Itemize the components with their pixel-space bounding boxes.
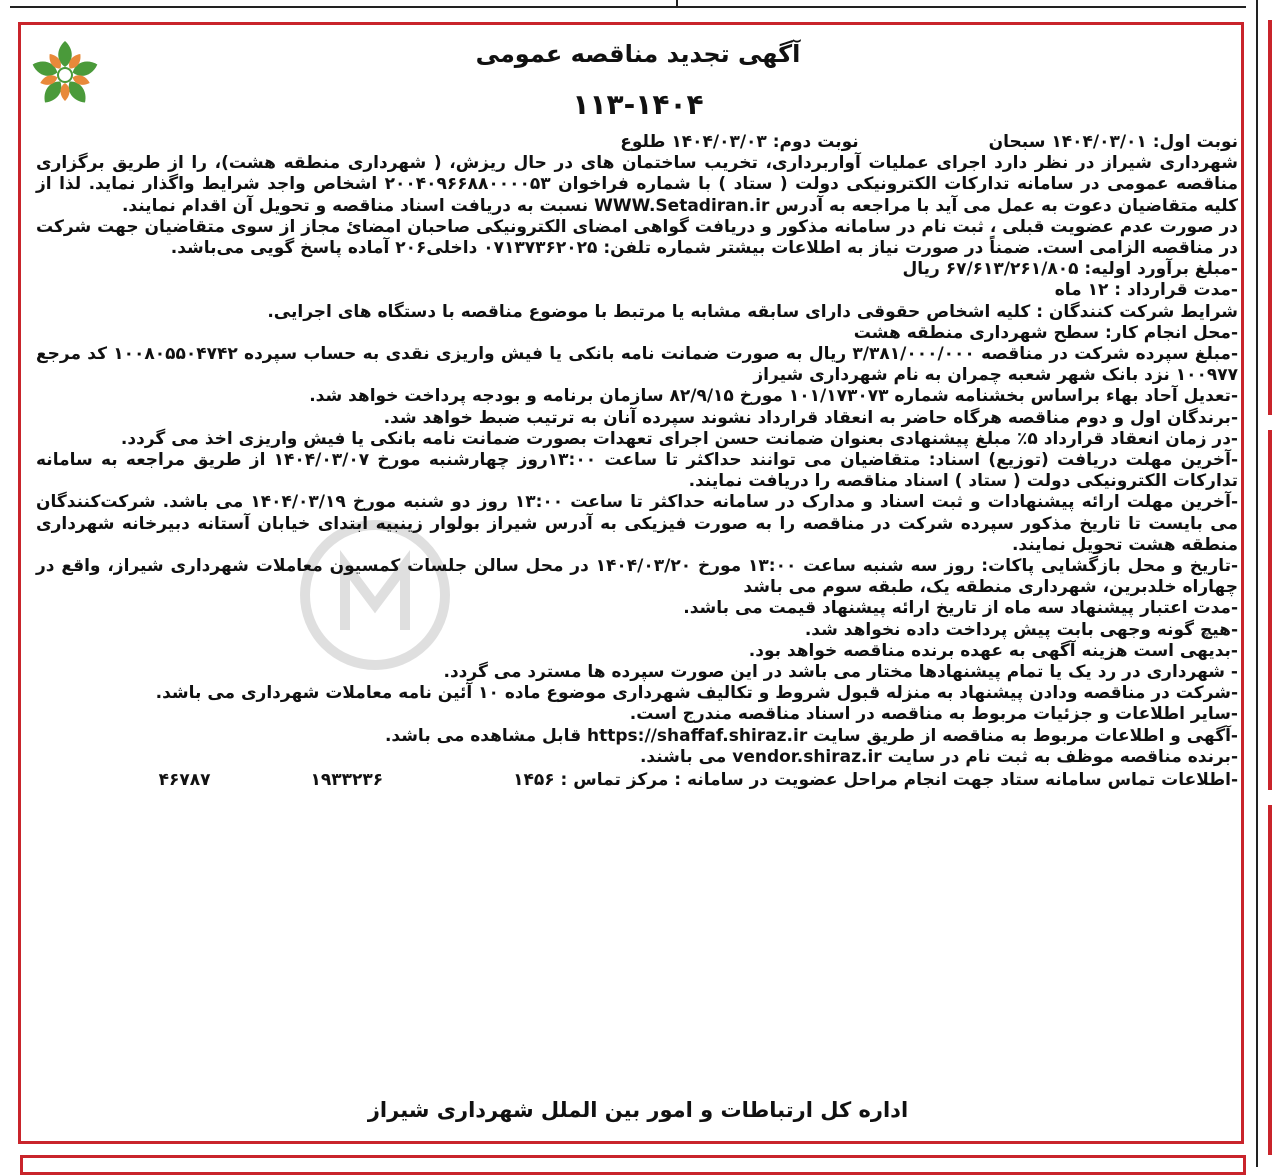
prepayment-line: -هیچ گونه وجهی بابت پیش پرداخت داده نخواهد شد.	[804, 619, 1238, 640]
first-round: نوبت اول: ۱۴۰۴/۰۳/۰۱ سبحان	[988, 132, 1238, 152]
deposit-paragraph: -مبلغ سپرده شرکت در مناقصه ۳/۳۸۱/۰۰۰/۰۰۰ ریال به صورت ضمانت نامه بانکی یا فیش واریزی نقدی به حساب سپرده ۱۰۰۸۰۵۵۰۴۷۴۲ کد مرجع ۱۰۰۹۷۷ نزد بانک شهر شعبه چمران به نام شهرداری شیراز	[36, 344, 1238, 386]
ad-title: آگهی تجدید مناقصه عمومی	[475, 40, 801, 68]
top-column-tick	[676, 0, 678, 8]
opening-paragraph: -تاریخ و محل بازگشایی پاکات: روز سه شنبه ساعت ۱۳:۰۰ مورخ ۱۴۰۴/۰۳/۲۰ در محل سالن جلسات کمسیون معاملات شهرداری شیراز، واقع در چهاراه خلدبرین، شهرداری منطقه یک، طبقه سوم می باشد	[36, 556, 1239, 598]
submission-deadline-paragraph: -آخرین مهلت ارائه پیشنهادات و ثبت اسناد و مدارک در سامانه حداکثر تا ساعت ۱۳:۰۰ روز دو شنبه مورخ ۱۴۰۴/۰۳/۱۹ می باشد. شرکت‌کنندگان می بایست تا تاریخ مذکور سپرده شرکت در مناقصه را به صورت فیزیکی به آدرس شیراز بولوار زینبیه ابتدای خیابان آستانه دبیرخانه شهرداری منطقه هشت تحویل نمایند.	[36, 492, 1238, 555]
validity-line: -مدت اعتبار پیشنهاد سه ماه از تاریخ ارائه پیشنهاد قیمت می باشد.	[683, 598, 1238, 619]
estimate-line: -مبلغ برآورد اولیه: ۶۷/۶۱۳/۲۶۱/۸۰۵ ریال	[902, 259, 1238, 280]
second-round: نوبت دوم: ۱۴۰۴/۰۳/۰۳ طلوع	[620, 132, 859, 152]
registration-paragraph: در صورت عدم عضویت قبلی ، ثبت نام در سامانه مذکور و دریافت گواهی امضای الکترونیکی صاحبان امضائ مجاز از سوی متقاضیان جهت شرکت در مناقصه الزامی است. ضمناً در صورت نیاز به اطلاعات بیشتر شماره تلفن: ۰۷۱۳۷۳۶۲۰۲۵ داخلی۲۰۶ آماده پاسخ گویی می‌باشد.	[36, 216, 1238, 259]
acceptance-line: -شرکت در مناقصه ودادن پیشنهاد به منزله قبول شروط و تکالیف شهرداری موضوع ماده ۱۰ آئین نامه معاملات شهرداری می باشد.	[155, 683, 1238, 704]
winners-line: -برندگان اول و دوم مناقصه هرگاه حاضر به انعقاد قرارداد نشوند سپرده آنان به ترتیب ضبط خواهد شد.	[383, 407, 1238, 428]
contact-label: -اطلاعات تماس سامانه ستاد جهت انجام مراحل عضویت در سامانه : مرکز تماس : ۱۴۵۶	[513, 770, 1238, 791]
adjacent-ad-border	[1268, 805, 1272, 1155]
adjacent-ad-border	[1268, 430, 1272, 790]
eligibility-line: شرایط شرکت کنندگان : کلیه اشخاص حقوقی دارای سابقه مشابه یا مرتبط با موضوع مناقصه با دستگاه های اجرایی.	[267, 301, 1238, 322]
ad-number: ۱۱۳-۱۴۰۴	[572, 88, 704, 121]
publication-rounds	[36, 132, 1238, 153]
contact-code: ۴۶۷۸۷	[158, 770, 211, 791]
location-line: -محل انجام کار: سطح شهرداری منطقه هشت	[853, 322, 1238, 343]
rejection-line: - شهرداری در رد یک یا تمام پیشنهادها مختار می باشد در این صورت سپرده ها مسترد می گردد.	[443, 662, 1238, 683]
ad-body	[36, 132, 1238, 791]
top-strip	[0, 0, 1276, 14]
other-info-line: -سایر اطلاعات و جزئیات مربوط به مناقصه در اسناد مناقصه مندرج است.	[629, 704, 1238, 725]
duration-line: -مدت قرارداد : ۱۲ ماه	[1054, 280, 1238, 301]
top-rule	[10, 6, 1246, 8]
ad-cost-line: -بدیهی است هزینه آگهی به عهده برنده مناقصه خواهد بود.	[748, 640, 1238, 661]
intro-paragraph: شهرداری شیراز در نظر دارد اجرای عملیات آواربرداری، تخریب ساختمان های در حال ریزش، ( شهرداری منطقه هشت)، را از طریق برگزاری مناقصه عمومی در سامانه تدارکات الکترونیکی دولت ( ستاد ) با شماره فراخوان ۲۰۰۴۰۹۶۶۸۸۰۰۰۰۵۳ اشخاص واجد شرایط واگذار نماید. لذا از کلیه متقاضیان دعوت به عمل می آید با مراجعه به آدرس WWW.Setadiran.ir نسبت به دریافت اسناد مناقصه و تحویل آن اقدام نمایند.	[36, 153, 1238, 216]
column-rule	[1256, 0, 1258, 1167]
footer-publisher: اداره کل ارتباطات و امور بین الملل شهرداری شیراز	[367, 1098, 909, 1122]
guarantee-line: -در زمان انعقاد قرارداد ۵٪ مبلغ پیشنهادی بعنوان ضمانت حسن اجرای تعهدات بصورت ضمانت نامه بانکی یا فیش واریزی اخذ می گردد.	[120, 428, 1238, 449]
contact-row	[36, 770, 1238, 791]
shiraz-municipality-logo-icon	[28, 38, 102, 112]
vendor-line: -برنده مناقصه موظف به ثبت نام در سایت vendor.shiraz.ir می باشند.	[639, 746, 1238, 767]
price-adjustment-line: -تعدیل آحاد بهاء براساس بخشنامه شماره ۱۰۱/۱۷۳۰۷۳ مورخ ۸۲/۹/۱۵ سازمان برنامه و بودجه پرداخت خواهد شد.	[309, 386, 1238, 407]
document-deadline-paragraph: -آخرین مهلت دریافت (توزیع) اسناد: متقاضیان می توانند حداکثر تا ساعت ۱۳:۰۰روز چهارشنبه مورخ ۱۴۰۴/۰۳/۰۷ از طریق مراجعه به سامانه تدارکات الکترونیکی دولت ( ستاد ) اسناد مناقصه را دریافت نمایند.	[36, 450, 1239, 492]
next-ad-border	[20, 1155, 1246, 1175]
contact-phone: ۱۹۳۳۲۳۶	[310, 770, 384, 791]
website-line: -آگهی و اطلاعات مربوط به مناقصه از طریق سایت https://shaffaf.shiraz.ir قابل مشاهده می باشد.	[384, 725, 1238, 746]
adjacent-ad-border	[1268, 20, 1272, 415]
